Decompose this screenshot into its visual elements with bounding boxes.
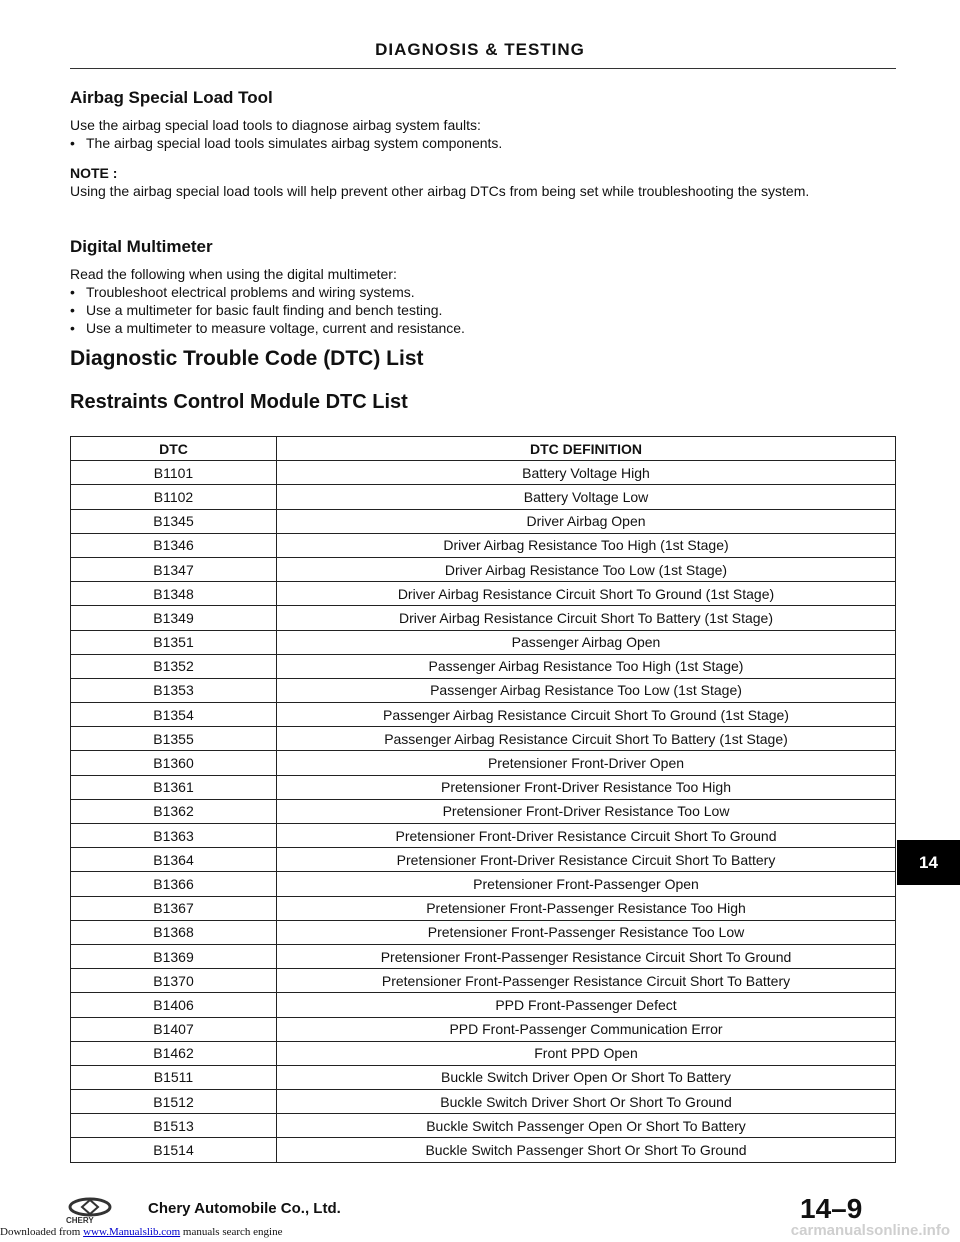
header-divider [70,68,896,69]
table-row [71,944,896,968]
dtc-definition-cell: Driver Airbag Resistance Circuit Short To Battery (1st Stage) [277,606,896,630]
dtc-definition-cell: Driver Airbag Resistance Circuit Short To Ground (1st Stage) [277,582,896,606]
dtc-definition-cell: Driver Airbag Resistance Too High (1st Stage) [277,533,896,557]
table-row [71,775,896,799]
dtc-code-cell: B1511 [71,1065,277,1089]
dtc-code-cell: B1348 [71,582,277,606]
dtc-code-cell: B1512 [71,1090,277,1114]
column-header-definition: DTC DEFINITION [277,437,896,461]
dtc-code-cell: B1347 [71,557,277,581]
dtc-code-cell: B1369 [71,944,277,968]
note-label: NOTE : [70,165,118,181]
dtc-definition-cell: Buckle Switch Passenger Short Or Short To Ground [277,1138,896,1162]
table-row [71,1090,896,1114]
dtc-definition-cell: Passenger Airbag Open [277,630,896,654]
dtc-definition-cell: Pretensioner Front-Driver Resistance Too High [277,775,896,799]
bullet-icon: • [70,302,75,318]
dtc-table-body [71,461,896,1162]
table-row [71,461,896,485]
list-item: • The airbag special load tools simulates airbag system components. [70,135,503,151]
table-row [71,582,896,606]
table-row [71,533,896,557]
dtc-definition-cell: Front PPD Open [277,1041,896,1065]
multimeter-section [70,237,896,337]
chery-logo-icon [60,1196,140,1224]
dtc-code-cell: B1355 [71,727,277,751]
section-title: Diagnostic Trouble Code (DTC) List [70,347,424,370]
dtc-definition-cell: Driver Airbag Open [277,509,896,533]
dtc-code-cell: B1368 [71,920,277,944]
dtc-definition-cell: Pretensioner Front-Passenger Resistance Circuit Short To Ground [277,944,896,968]
table-row [71,1041,896,1065]
multimeter-intro: Read the following when using the digital multimeter: [70,266,397,282]
dtc-code-cell: B1345 [71,509,277,533]
dtc-code-cell: B1406 [71,993,277,1017]
column-header-dtc: DTC [71,437,277,461]
table-row [71,1114,896,1138]
table-row [71,727,896,751]
dtc-definition-cell: Battery Voltage Low [277,485,896,509]
dtc-code-cell: B1362 [71,799,277,823]
dtc-definition-cell: Pretensioner Front-Passenger Resistance Too High [277,896,896,920]
download-note: Downloaded from www.Manualslib.com manuals search engine [0,1226,283,1238]
dtc-code-cell: B1346 [71,533,277,557]
table-row [71,824,896,848]
dtc-definition-cell: Passenger Airbag Resistance Circuit Short To Ground (1st Stage) [277,703,896,727]
dtc-code-cell: B1102 [71,485,277,509]
dtc-definition-cell: Pretensioner Front-Passenger Open [277,872,896,896]
watermark: carmanualsonline.info [790,1222,950,1239]
dtc-definition-cell: Pretensioner Front-Passenger Resistance Too Low [277,920,896,944]
dtc-definition-cell: Pretensioner Front-Driver Open [277,751,896,775]
table-row [71,509,896,533]
dtc-definition-cell: Buckle Switch Driver Short Or Short To Ground [277,1090,896,1114]
table-row [71,993,896,1017]
dtc-definition-cell: Passenger Airbag Resistance Too Low (1st Stage) [277,678,896,702]
dtc-code-cell: B1370 [71,969,277,993]
airbag-tool-intro: Use the airbag special load tools to diagnose airbag system faults: [70,117,481,133]
dtc-definition-cell: Passenger Airbag Resistance Circuit Short To Battery (1st Stage) [277,727,896,751]
table-row [71,630,896,654]
table-row [71,872,896,896]
bullet-icon: • [70,320,75,336]
table-row [71,969,896,993]
section-title-wrap [70,347,896,371]
table-row [71,751,896,775]
table-row [71,678,896,702]
table-row [71,606,896,630]
dtc-code-cell: B1352 [71,654,277,678]
dtc-definition-cell: Passenger Airbag Resistance Too High (1st Stage) [277,654,896,678]
airbag-tool-section [70,88,896,200]
bullet-icon: • [70,135,75,151]
table-row [71,896,896,920]
dtc-definition-cell: Driver Airbag Resistance Too Low (1st Stage) [277,557,896,581]
dtc-definition-cell: Battery Voltage High [277,461,896,485]
dtc-code-cell: B1367 [71,896,277,920]
table-header-row [71,437,896,461]
table-row [71,557,896,581]
table-row [71,703,896,727]
list-item: • Use a multimeter to measure voltage, current and resistance. [70,320,465,336]
dtc-definition-cell: Pretensioner Front-Driver Resistance Too Low [277,799,896,823]
subsection-title: Restraints Control Module DTC List [70,391,408,413]
airbag-tool-heading: Airbag Special Load Tool [70,88,273,107]
table-row [71,848,896,872]
table-row [71,1138,896,1162]
dtc-code-cell: B1360 [71,751,277,775]
dtc-code-cell: B1363 [71,824,277,848]
dtc-code-cell: B1513 [71,1114,277,1138]
bullet-icon: • [70,284,75,300]
manualslib-link[interactable]: www.Manualslib.com [83,1226,181,1238]
dtc-table [70,436,896,1163]
dtc-code-cell: B1351 [71,630,277,654]
table-row [71,1017,896,1041]
table-row [71,799,896,823]
dtc-code-cell: B1364 [71,848,277,872]
chapter-tab: 14 [897,840,960,885]
footer-company-name: Chery Automobile Co., Ltd. [148,1200,341,1217]
table-row [71,920,896,944]
dtc-definition-cell: Pretensioner Front-Driver Resistance Circuit Short To Ground [277,824,896,848]
dtc-definition-cell: Buckle Switch Driver Open Or Short To Battery [277,1065,896,1089]
dtc-code-cell: B1462 [71,1041,277,1065]
table-row [71,1065,896,1089]
page-header-title: DIAGNOSIS & TESTING [375,40,585,59]
dtc-code-cell: B1354 [71,703,277,727]
dtc-code-cell: B1353 [71,678,277,702]
svg-text:CHERY: CHERY [66,1216,94,1224]
dtc-code-cell: B1366 [71,872,277,896]
dtc-definition-cell: Pretensioner Front-Driver Resistance Circuit Short To Battery [277,848,896,872]
dtc-code-cell: B1361 [71,775,277,799]
multimeter-heading: Digital Multimeter [70,237,213,256]
dtc-definition-cell: Buckle Switch Passenger Open Or Short To Battery [277,1114,896,1138]
dtc-code-cell: B1349 [71,606,277,630]
page-number: 14–9 [800,1193,863,1224]
dtc-code-cell: B1101 [71,461,277,485]
dtc-definition-cell: PPD Front-Passenger Defect [277,993,896,1017]
list-item: • Use a multimeter for basic fault finding and bench testing. [70,302,443,318]
dtc-definition-cell: Pretensioner Front-Passenger Resistance Circuit Short To Battery [277,969,896,993]
table-row [71,485,896,509]
subsection-title-wrap [70,391,896,414]
note-text: Using the airbag special load tools will help prevent other airbag DTCs from being set while troubleshooting the system. [70,183,810,199]
dtc-code-cell: B1514 [71,1138,277,1162]
list-item: • Troubleshoot electrical problems and wiring systems. [70,284,415,300]
table-row [71,654,896,678]
dtc-code-cell: B1407 [71,1017,277,1041]
dtc-definition-cell: PPD Front-Passenger Communication Error [277,1017,896,1041]
